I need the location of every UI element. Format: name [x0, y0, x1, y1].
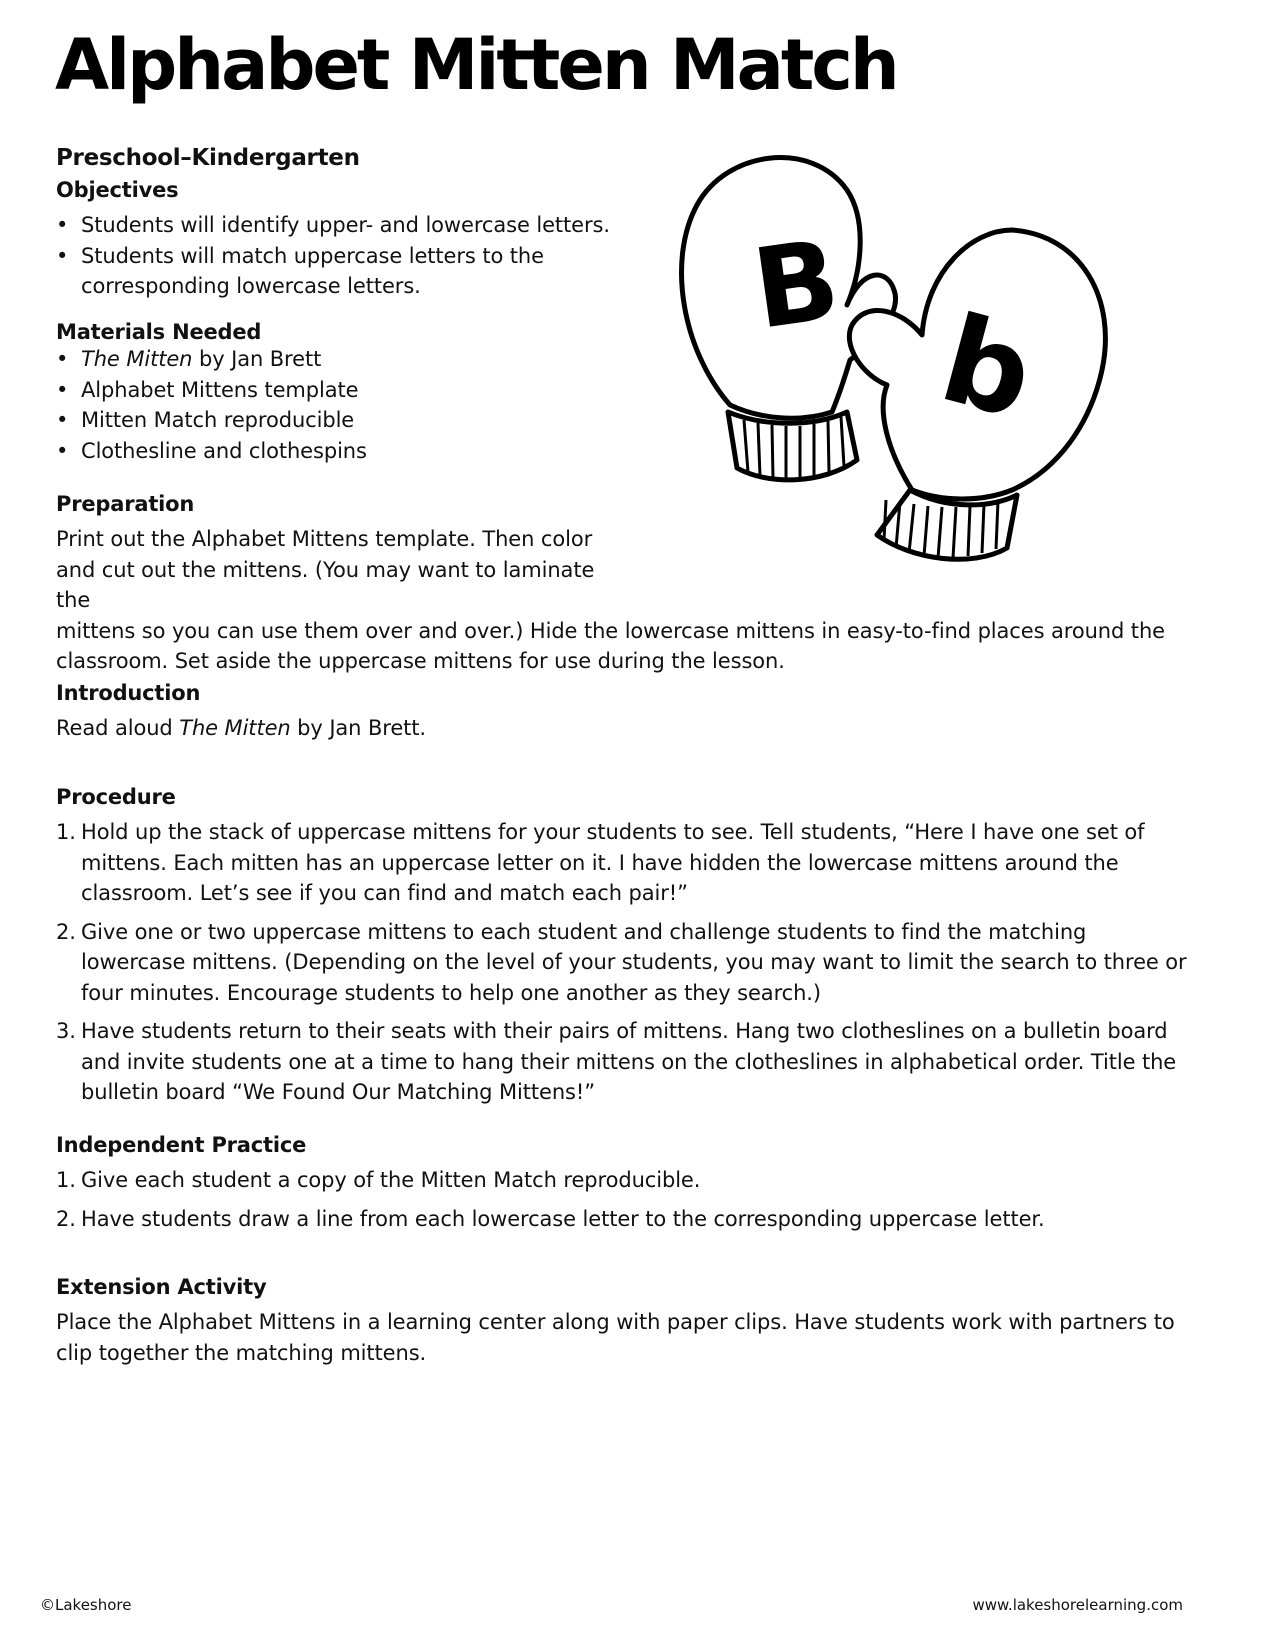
- website-footer: www.lakeshorelearning.com: [972, 1596, 1183, 1614]
- extension-activity-heading: Extension Activity: [56, 1275, 267, 1299]
- list-item: 2. Give one or two uppercase mittens to each student and challenge students to find the matching lowercase mittens. (Depending on the level of your students, you may want to limit the search to three or four minutes. Encourage students to help one another as they search.): [56, 917, 1196, 1009]
- list-item: • Students will identify upper- and lowercase letters.: [56, 210, 636, 241]
- bullet-marker: •: [56, 347, 69, 371]
- list-item: • The Mitten by Jan Brett: [56, 344, 636, 375]
- list-item: • Alphabet Mittens template: [56, 375, 636, 406]
- mitten-lowercase-letter: b: [927, 289, 1047, 447]
- independent-practice-heading: Independent Practice: [56, 1133, 307, 1157]
- introduction-section: [56, 681, 1196, 744]
- step-number: 1.: [56, 1168, 76, 1192]
- list-item: 2. Have students draw a line from each lowercase letter to the corresponding uppercase letter.: [56, 1204, 1196, 1235]
- step-number: 2.: [56, 919, 76, 944]
- list-item: • Students will match uppercase letters to the corresponding lowercase letters.: [56, 241, 636, 302]
- materials-list: [56, 344, 636, 466]
- introduction-text: Read aloud The Mitten by Jan Brett.: [56, 716, 427, 740]
- procedure-list: [56, 817, 1196, 1108]
- grade-level: Preschool–Kindergarten: [56, 145, 360, 171]
- book-title: The Mitten: [81, 347, 193, 371]
- preparation-section: [56, 492, 1196, 677]
- objectives-list: [56, 210, 636, 302]
- preparation-text-continued: mittens so you can use them over and over.) Hide the lowercase mittens in easy-to-find places around the classroom. Set aside the uppercase mittens for use during the lesson.: [56, 618, 1165, 673]
- extension-activity-section: [56, 1275, 1196, 1368]
- step-number: 2.: [56, 1206, 76, 1231]
- preparation-heading: Preparation: [56, 492, 195, 516]
- book-title: The Mitten: [179, 716, 291, 740]
- list-item: • Clothesline and clothespins: [56, 436, 636, 467]
- list-item: 1. Hold up the stack of uppercase mittens for your students to see. Tell students, “Here I have one set of mittens. Each mitten has an uppercase letter on it. I have hidden the lowercase mittens around the classroom. Let’s see if you can find and match each pair!”: [56, 817, 1196, 909]
- list-item: 1. Give each student a copy of the Mitten Match reproducible.: [56, 1165, 1196, 1196]
- materials-heading: Materials Needed: [56, 320, 262, 344]
- objectives-heading: Objectives: [56, 178, 179, 202]
- step-number: 1.: [56, 820, 76, 844]
- independent-practice-section: [56, 1133, 1196, 1242]
- objectives-section: [56, 178, 636, 302]
- independent-practice-list: [56, 1165, 1196, 1234]
- list-item: 3. Have students return to their seats with their pairs of mittens. Hang two clotheslines on a bulletin board and invite students one at a time to hang their mittens on the clotheslines in alphabetical order. Title the bulletin board “We Found Our Matching Mittens!”: [56, 1016, 1196, 1108]
- page-title: Alphabet Mitten Match: [55, 24, 897, 106]
- list-item: • Mitten Match reproducible: [56, 405, 636, 436]
- extension-activity-text: Place the Alphabet Mittens in a learning center along with paper clips. Have students work with partners to clip together the matching mittens.: [56, 1310, 1175, 1365]
- copyright-footer: ©Lakeshore: [40, 1596, 132, 1614]
- bullet-marker: •: [56, 438, 69, 463]
- mitten-uppercase-letter: B: [745, 215, 847, 354]
- procedure-heading: Procedure: [56, 785, 176, 809]
- procedure-section: [56, 785, 1196, 1116]
- introduction-heading: Introduction: [56, 681, 201, 705]
- bullet-marker: •: [56, 243, 69, 268]
- bullet-marker: •: [56, 408, 69, 432]
- materials-section: [56, 320, 636, 466]
- bullet-marker: •: [56, 213, 69, 237]
- step-number: 3.: [56, 1019, 76, 1043]
- bullet-marker: •: [56, 377, 69, 402]
- preparation-text: Print out the Alphabet Mittens template. Then color and cut out the mittens. (You may want to laminate the: [56, 527, 595, 612]
